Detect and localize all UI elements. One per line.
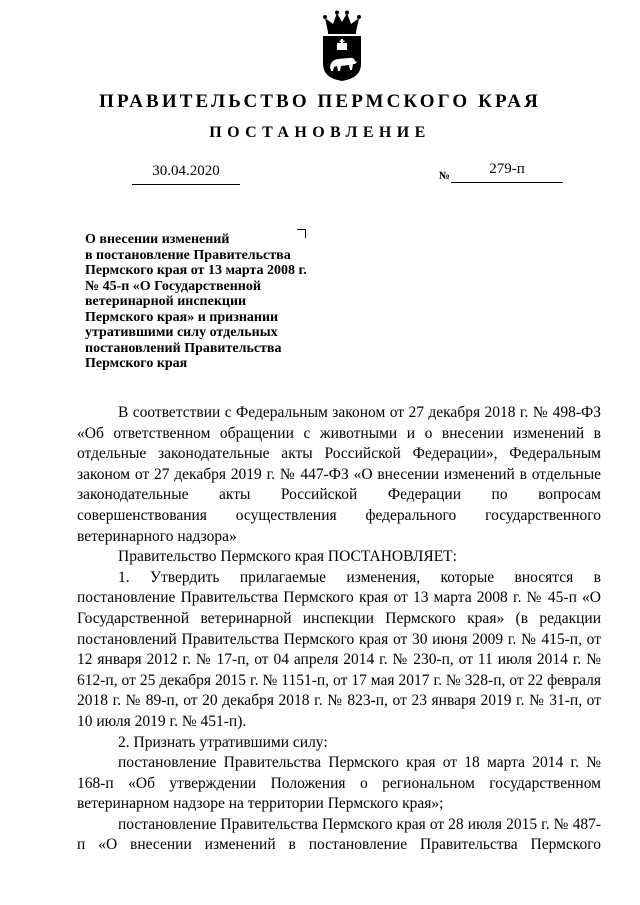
document-date: 30.04.2020 (152, 163, 220, 179)
subject-line: Пермского края (85, 356, 188, 371)
decree-paragraph: Правительство Пермского края ПОСТАНОВЛЯЕТ: (118, 548, 457, 566)
date-underline (132, 184, 240, 185)
item-1-paragraph: 1. Утвердить прилагаемые изменения, которые вносятся в постановление Правительства Пермского края от 13 марта 2008 г. № 45-п «О Государственной ветеринарной инспекции Пермского края» (в редакции постановлений Правительства Пермского края от 30 июня 2009 г. № 415-п, от 12 января 2012 г. № 17-п, от 04 апреля 2014 г. № 230-п, от 11 июля 2014 г. № 612-п, от 25 декабря 2015 г. № 1151-п, от 17 мая 2017 г. № 328-п, от 22 февраля 2018 г. № 89-п, от 20 декабря 2018 г. № 823-п, от 23 января 2019 г. № 31-п, от 10 июля 2019 г. № 451-п). (77, 568, 601, 730)
subject-line: ветеринарной инспекции (85, 294, 247, 309)
item-2-paragraph: 2. Признать утратившими силу: (118, 733, 328, 751)
item-2b-paragraph: постановление Правительства Пермского края от 28 июля 2015 г. № 487-п «О внесении изменений в постановление Правительства Пермского (77, 815, 601, 854)
number-underline (451, 182, 563, 183)
document-subject (85, 232, 345, 372)
coat-of-arms-icon (319, 10, 365, 82)
document-body (77, 403, 601, 856)
subject-line: № 45-п «О Государственной (85, 278, 261, 294)
item-2a-paragraph: постановление Правительства Пермского края от 18 марта 2014 г. № 168-п «Об утверждении Положения о региональном государственном ветеринарном надзоре на территории Пермского края»; (77, 754, 601, 813)
document-number: 279-п (489, 161, 525, 177)
subject-line: Пермского края от 13 марта 2008 г. (85, 263, 307, 278)
subject-line: О внесении изменений (85, 232, 230, 247)
subject-line: утратившими силу отдельных (85, 325, 278, 340)
subject-line: постановлений Правительства (85, 340, 282, 356)
subject-line: в постановление Правительства (85, 247, 291, 263)
government-title: ПРАВИТЕЛЬСТВО ПЕРМСКОГО КРАЯ (99, 91, 541, 112)
number-sign: № (439, 170, 451, 182)
document-type: ПОСТАНОВЛЕНИЕ (209, 124, 431, 141)
subject-line: Пермского края» и признании (85, 309, 279, 325)
preamble-paragraph: В соответствии с Федеральным законом от 27 декабря 2018 г. № 498-ФЗ «Об ответственном обращении с животными и о внесении изменений в отдельные законодательные акты Российской Федерации», Федеральным законом от 27 декабря 2019 г. № 447-ФЗ «О внесении изменений в отдельные законодательные акты Российской Федерации по вопросам совершенствования осуществления федерального государственного ветеринарного надзора» (77, 404, 601, 545)
